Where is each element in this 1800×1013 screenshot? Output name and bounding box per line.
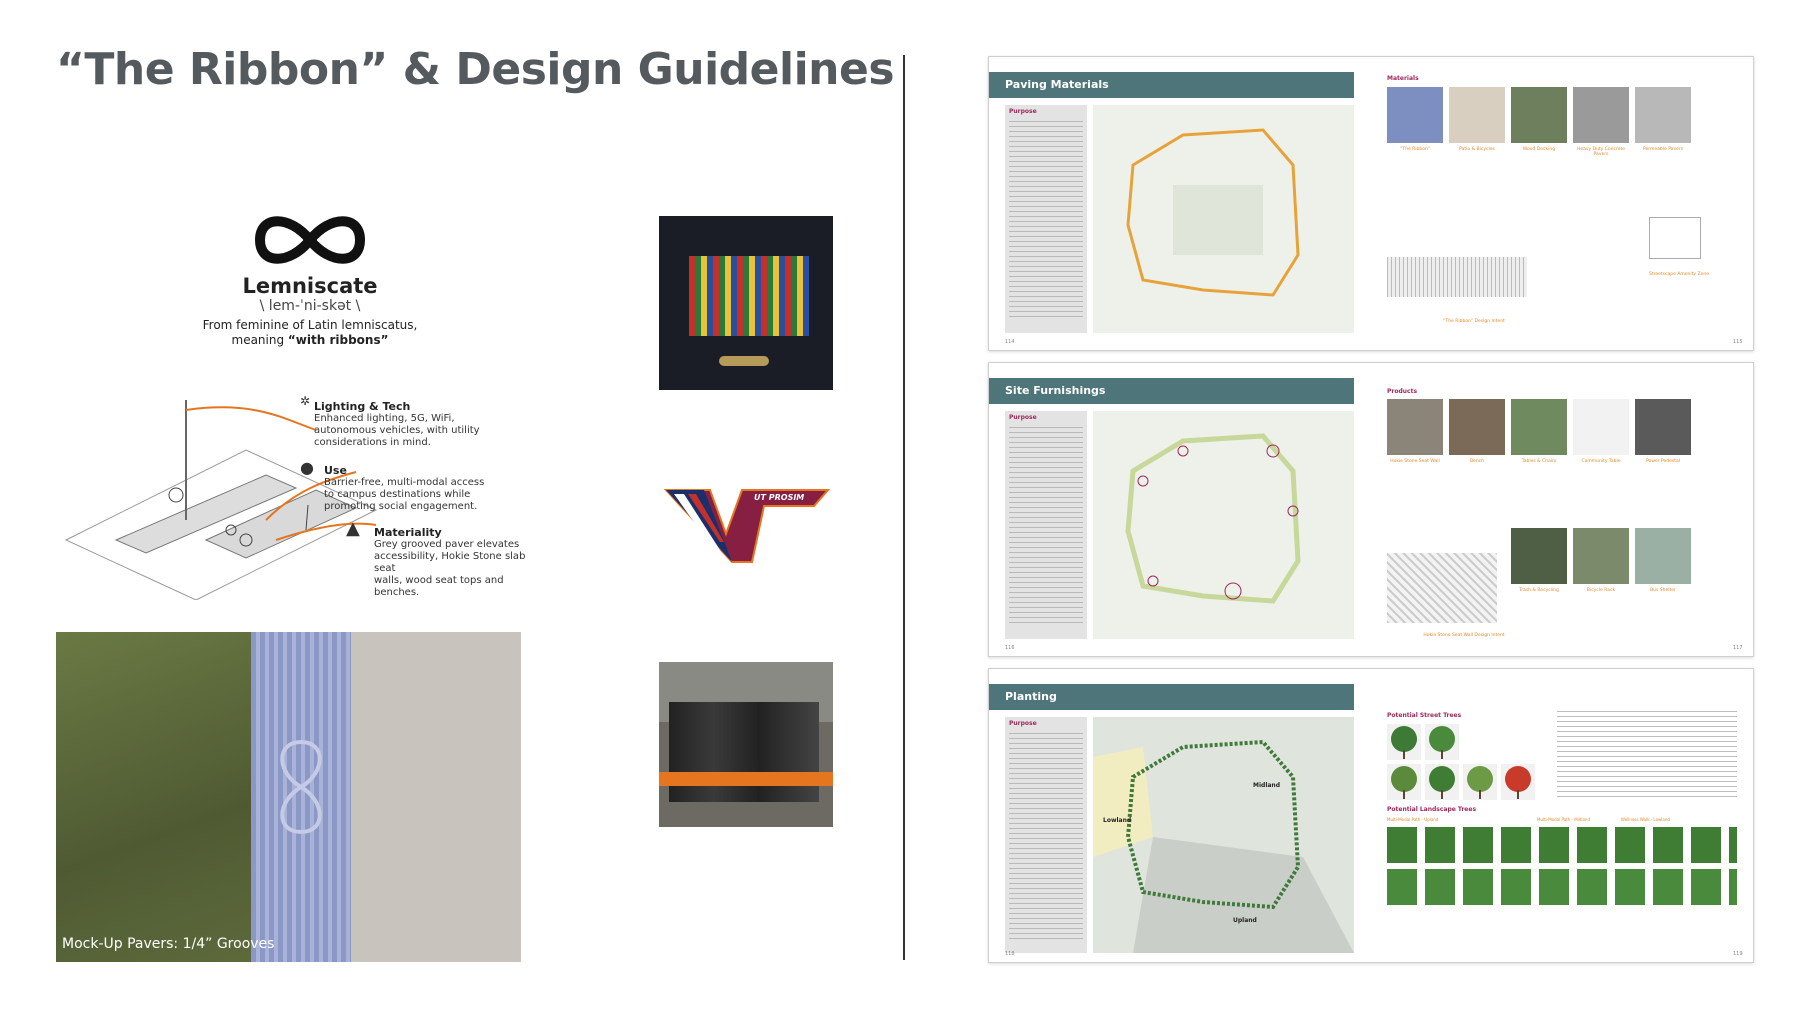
- use-title: Use: [324, 464, 347, 477]
- people-group: [669, 702, 819, 802]
- thumb-community-table: [1573, 399, 1629, 455]
- spread-paving: [988, 56, 1754, 351]
- lighting-line-1: Enhanced lighting, 5G, WiFi,: [314, 413, 455, 424]
- divider: [903, 55, 905, 960]
- wings-insignia: [719, 356, 769, 366]
- label-permeable: Permeable Pavers: [1642, 147, 1684, 152]
- label-seatwall: Hokie Stone Seat Wall: [1390, 459, 1440, 464]
- lighting-icon: ✲: [300, 394, 311, 408]
- use-line-1: Barrier-free, multi-modal access: [324, 477, 485, 488]
- label-community-table: Community Table: [1581, 459, 1621, 464]
- tree-thumb: [1425, 724, 1459, 760]
- spread-planting-header: Planting: [989, 684, 1354, 710]
- page-right: 117: [1733, 645, 1743, 651]
- tree-thumb: [1387, 724, 1421, 760]
- seatwall-section-detail: [1387, 553, 1497, 623]
- label-patio: Patio & Bicycles: [1459, 147, 1495, 152]
- ribbons-photo: [659, 216, 833, 390]
- landscape-trees-row-2: [1387, 869, 1737, 905]
- materiality-title: Materiality: [374, 526, 442, 539]
- spread-furnishings: [988, 362, 1754, 657]
- spread-paving-map: [1093, 105, 1354, 333]
- zone-midland: Multi-Modal Path - Midland: [1537, 817, 1591, 822]
- label-seatwall-intent: Hokie Stone Seat Wall Design Intent: [1423, 633, 1505, 638]
- person-icon: ●: [300, 458, 314, 477]
- spread-furnishings-sidebar: [1005, 411, 1087, 639]
- infinity-icon: [190, 210, 430, 270]
- thumb-wood: [1511, 87, 1567, 143]
- zone-lowland: Wellness Walk - Lowland: [1621, 817, 1670, 822]
- materiality-line-2: accessibility, Hokie Stone slab seat: [374, 551, 526, 574]
- mountain-icon: ▲: [346, 518, 360, 539]
- spread-paving-header: Paving Materials: [989, 72, 1354, 98]
- label-trash: Trash & Recycling: [1519, 588, 1559, 593]
- thumb-shelter: [1635, 528, 1691, 584]
- lighting-line-3: considerations in mind.: [314, 437, 431, 448]
- spread-planting-purpose: Purpose: [1009, 720, 1037, 727]
- spread-furnishings-map: [1093, 411, 1354, 639]
- label-shelter: Bus Shelter: [1650, 588, 1676, 593]
- materiality-line-1: Grey grooved paver elevates: [374, 539, 520, 550]
- page-title: “The Ribbon” & Design Guidelines: [56, 44, 895, 95]
- lemniscate-meaning: meaning “with ribbons”: [231, 333, 389, 347]
- map-label-lowland: Lowland: [1103, 817, 1132, 824]
- lemniscate-origin: From feminine of Latin lemniscatus,: [202, 318, 418, 332]
- lighting-line-2: autonomous vehicles, with utility: [314, 425, 480, 436]
- ribbon-diagram: [56, 390, 536, 600]
- spread-paving-purpose: Purpose: [1009, 108, 1037, 115]
- infinity-emboss: [271, 732, 331, 842]
- vt-motto: UT PROSIM: [754, 493, 805, 502]
- page-left: 116: [1005, 645, 1015, 651]
- page-right: 115: [1733, 339, 1743, 345]
- spread-planting-sidebar: [1005, 717, 1087, 953]
- lighting-title: Lighting & Tech: [314, 400, 411, 413]
- vt-logo-icon: [664, 488, 830, 564]
- label-heavy: Heavy Duty Concrete Pavers: [1576, 147, 1626, 157]
- orange-ribbon: [659, 772, 833, 786]
- service-ribbons: [689, 256, 809, 336]
- zone-upland: Multi-Modal Path - Upland: [1387, 817, 1439, 822]
- label-tables: Tables & Chairs: [1521, 459, 1557, 464]
- use-line-3: promoting social engagement.: [324, 501, 478, 512]
- use-line-2: to campus destinations while: [324, 489, 471, 500]
- spread-furnishings-header: Site Furnishings: [989, 378, 1354, 404]
- thumb-patio: [1449, 87, 1505, 143]
- spread-furnishings-section: Products: [1387, 388, 1418, 395]
- thumb-permeable: [1635, 87, 1691, 143]
- tree-thumb: [1463, 764, 1497, 800]
- thumb-seatwall: [1387, 399, 1443, 455]
- map-label-upland: Upland: [1233, 917, 1257, 924]
- page-left: 118: [1005, 951, 1015, 957]
- spread-furnishings-purpose: Purpose: [1009, 414, 1037, 421]
- page-right: 119: [1733, 951, 1743, 957]
- thumb-heavy: [1573, 87, 1629, 143]
- page-left: 114: [1005, 339, 1015, 345]
- tree-thumb: [1425, 764, 1459, 800]
- thumb-ribbon: [1387, 87, 1443, 143]
- planting-strategy-text: [1557, 711, 1737, 801]
- thumb-tables: [1511, 399, 1567, 455]
- lemniscate-pronunciation: \ lem-ˈni-skət \: [259, 298, 361, 314]
- paver-caption: Mock-Up Pavers: 1/4” Grooves: [62, 936, 275, 952]
- label-amenity: Streetscape Amenity Zone: [1649, 272, 1709, 277]
- label-bench: Bench: [1469, 459, 1485, 464]
- map-label-midland: Midland: [1253, 782, 1280, 789]
- paver-photo: [56, 632, 521, 962]
- ribbon-section-detail: [1387, 257, 1527, 297]
- label-ribbon-intent: “The Ribbon” Design Intent: [1443, 319, 1505, 324]
- spread-planting: [988, 668, 1754, 963]
- lemniscate-word: Lemniscate: [242, 274, 378, 298]
- landscape-trees-row-1: [1387, 827, 1737, 863]
- vt-logo: [664, 488, 830, 564]
- tree-thumb: [1387, 764, 1421, 800]
- spread-paving-section: Materials: [1387, 75, 1419, 82]
- label-ribbon: “The Ribbon”: [1400, 147, 1430, 152]
- spread-planting-section-2: Potential Landscape Trees: [1387, 806, 1477, 813]
- amenity-zone-sketch: [1649, 217, 1701, 259]
- tree-thumb: [1501, 764, 1535, 800]
- spread-paving-sidebar: [1005, 105, 1087, 333]
- spread-planting-section: Potential Street Trees: [1387, 712, 1462, 719]
- thumb-bench: [1449, 399, 1505, 455]
- label-bike: Bicycle Rack: [1586, 588, 1616, 593]
- ribbon-cutting-photo: [659, 662, 833, 827]
- thumb-trash: [1511, 528, 1567, 584]
- materiality-line-3: walls, wood seat tops and benches.: [374, 575, 504, 598]
- spread-planting-map: [1093, 717, 1354, 953]
- lemniscate-block: [190, 210, 430, 348]
- label-wood: Wood Decking: [1522, 147, 1556, 152]
- label-power: Power Pedestal: [1645, 459, 1681, 464]
- thumb-bike: [1573, 528, 1629, 584]
- thumb-power: [1635, 399, 1691, 455]
